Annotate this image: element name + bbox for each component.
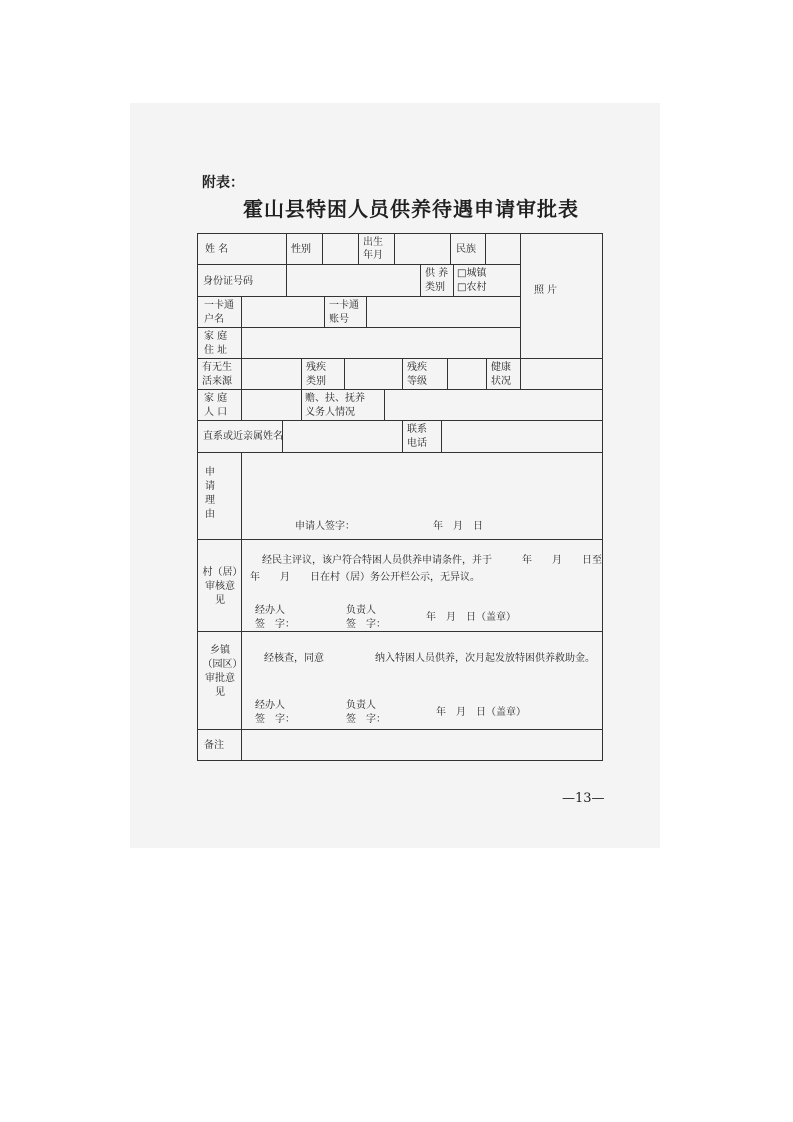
- page-number: —13—: [562, 791, 605, 806]
- contact-label-2: 电话: [407, 438, 427, 449]
- village-principal-label: 负责人: [346, 605, 376, 616]
- village-handler-sign: 签 字：: [255, 619, 295, 630]
- urban-checkbox[interactable]: □城镇: [457, 268, 487, 279]
- household-label-2: 人 口: [204, 407, 228, 418]
- column-line: [366, 296, 367, 327]
- card-holder-label-2: 户名: [204, 314, 224, 325]
- row-line: [198, 296, 520, 297]
- column-line: [485, 234, 486, 264]
- address-label-2: 住 址: [204, 345, 228, 356]
- village-review-text-2: 年 月 日在村（居）务公开栏公示，无异议。: [250, 572, 480, 583]
- livelihood-label-2: 活来源: [202, 376, 232, 387]
- birth-label-1: 出生: [363, 237, 383, 248]
- town-date-seal: 年 月 日（盖章）: [436, 707, 526, 718]
- town-handler-sign: 签 字：: [255, 714, 295, 725]
- town-principal-sign: 签 字：: [346, 714, 386, 725]
- attachment-label: 附表：: [202, 175, 244, 191]
- village-principal-sign: 签 字：: [346, 619, 386, 630]
- town-principal-label: 负责人: [346, 700, 376, 711]
- obligors-label-2: 义务人情况: [305, 407, 355, 418]
- form-title: 霍山县特困人员供养待遇申请审批表: [243, 197, 579, 221]
- village-date-seal: 年 月 日（盖章）: [426, 612, 516, 623]
- column-line: [453, 264, 454, 296]
- column-line: [384, 389, 385, 420]
- column-line: [394, 234, 395, 264]
- row-line: [198, 539, 602, 540]
- obligors-label-1: 赡、扶、抚养: [305, 393, 365, 404]
- livelihood-label-1: 有无生: [202, 362, 232, 373]
- village-review-text-1: 经民主评议，该户符合特困人员供养申请条件，并于 年 月 日至: [262, 555, 602, 566]
- column-line: [286, 234, 287, 264]
- column-line: [520, 234, 521, 358]
- reason-label: 申请理由: [205, 467, 215, 520]
- disability-type-label-1: 残疾: [306, 362, 326, 373]
- health-label-1: 健康: [491, 362, 511, 373]
- application-form-table: [197, 233, 603, 761]
- column-line: [402, 358, 403, 389]
- column-line: [402, 420, 403, 452]
- row-line: [198, 452, 602, 453]
- row-line: [198, 389, 602, 390]
- birth-label-2: 年月: [363, 250, 383, 261]
- name-label: 姓 名: [205, 244, 229, 255]
- relative-name-label: 直系或近亲属姓名: [203, 431, 283, 442]
- disability-level-label-1: 残疾: [407, 362, 427, 373]
- row-line: [198, 358, 602, 359]
- card-account-label-2: 账号: [329, 314, 349, 325]
- column-line: [286, 264, 287, 296]
- column-line: [322, 234, 323, 264]
- card-holder-label-1: 一卡通: [204, 300, 234, 311]
- ethnicity-label: 民族: [456, 244, 476, 255]
- town-approval-text-a: 经核查，同意: [264, 653, 324, 664]
- card-account-label-1: 一卡通: [329, 300, 359, 311]
- town-approval-label: 乡镇（园区）审批意见: [202, 645, 238, 698]
- column-line: [344, 358, 345, 389]
- town-handler-label: 经办人: [255, 700, 285, 711]
- disability-type-label-2: 类别: [306, 376, 326, 387]
- column-line: [420, 264, 421, 296]
- column-line: [486, 358, 487, 389]
- town-approval-text-b: 纳入特困人员供养，次月起发放特困供养救助金。: [375, 653, 595, 664]
- gender-label: 性别: [291, 244, 311, 255]
- row-line: [198, 264, 520, 265]
- column-line: [450, 234, 451, 264]
- village-handler-label: 经办人: [255, 605, 285, 616]
- id-number-label: 身份证号码: [203, 276, 253, 287]
- health-label-2: 状况: [491, 376, 511, 387]
- disability-level-label-2: 等级: [407, 376, 427, 387]
- row-line: [198, 729, 602, 730]
- address-label-1: 家 庭: [204, 331, 228, 342]
- column-line: [324, 296, 325, 327]
- row-line: [198, 420, 602, 421]
- contact-label-1: 联系: [407, 424, 427, 435]
- remarks-label: 备注: [204, 740, 224, 751]
- photo-label: 照 片: [534, 285, 558, 296]
- support-type-label-2: 类别: [425, 282, 445, 293]
- column-line: [241, 452, 242, 760]
- column-line: [241, 358, 242, 420]
- row-line: [198, 327, 520, 328]
- household-label-1: 家 庭: [204, 393, 228, 404]
- row-line: [198, 631, 602, 632]
- column-line: [241, 296, 242, 327]
- column-line: [301, 358, 302, 420]
- applicant-date: 年 月 日: [433, 521, 483, 532]
- column-line: [441, 420, 442, 452]
- applicant-signature-label: 申请人签字：: [295, 521, 355, 532]
- column-line: [520, 358, 521, 389]
- column-line: [447, 358, 448, 389]
- village-review-label: 村（居）审核意见: [202, 567, 238, 606]
- column-line: [241, 327, 242, 358]
- rural-checkbox[interactable]: □农村: [457, 282, 487, 293]
- support-type-label-1: 供 养: [425, 268, 449, 279]
- column-line: [358, 234, 359, 264]
